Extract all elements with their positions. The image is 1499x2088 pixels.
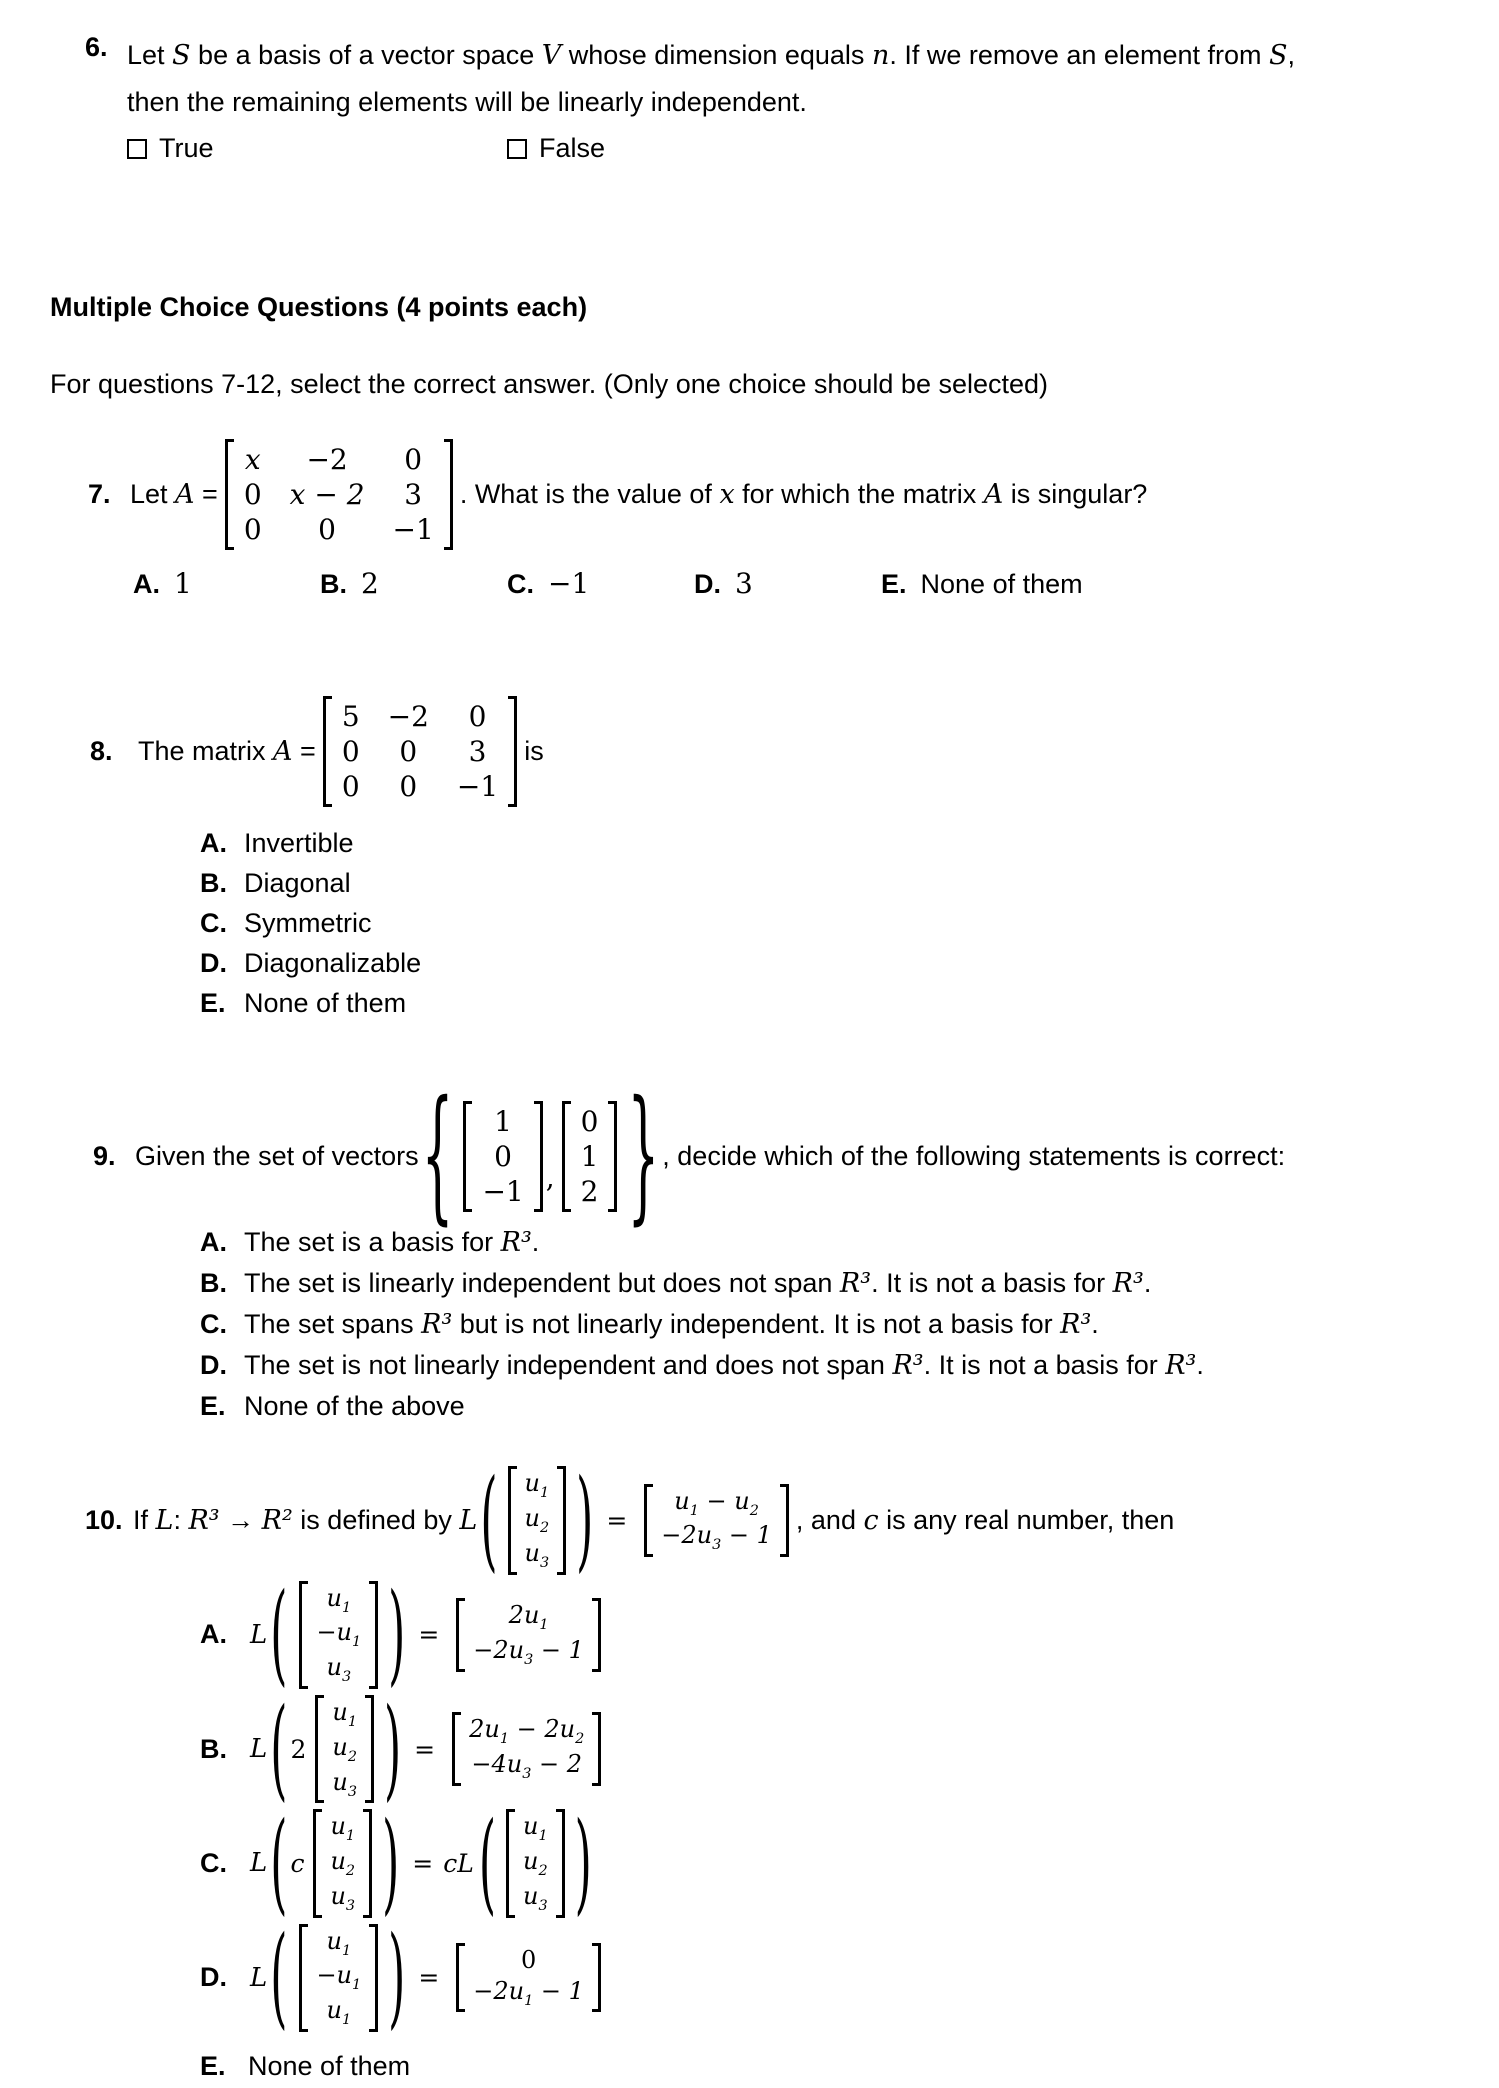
equals-sign: = — [414, 1734, 436, 1764]
q10-choice-b[interactable] — [200, 1685, 1499, 1813]
q9-choice-d[interactable] — [200, 1345, 1499, 1386]
choice-text: None of them — [920, 569, 1083, 600]
paren-right: ) — [382, 1799, 400, 1928]
choice-label: A. — [133, 569, 160, 600]
choice-text: The set is linearly independent but does not span R³. It is not a basis for R³. — [244, 1268, 1152, 1300]
paren-left: ( — [478, 1799, 496, 1928]
q7-choices — [133, 564, 1499, 604]
choice-label: C. — [200, 1309, 227, 1340]
paren-left: ( — [270, 1914, 288, 2042]
paren-right: ) — [574, 1799, 592, 1928]
q6-line2: then the remaining elements will be linearly independent. — [127, 87, 807, 117]
true-checkbox-icon[interactable] — [127, 139, 147, 159]
choice-label: D. — [200, 948, 227, 979]
choice-label: E. — [200, 1391, 226, 1422]
q8-choice-e[interactable] — [200, 983, 1499, 1023]
choice-text: The set is a basis for R³. — [244, 1227, 540, 1259]
choice-text: Symmetric — [244, 908, 372, 939]
question-10 — [85, 1456, 1499, 2088]
choice-result-vector: $2u_1 - 2u_2$ $-4u_3 - 2$ — [452, 1712, 601, 1786]
choice-arg-vector: $u_1$ $u_2$ $u_3$ — [315, 1695, 374, 1803]
q6-option-true[interactable] — [127, 125, 507, 171]
q7-matrix: x −2 0 0 x − 2 3 0 0 −1 — [225, 439, 453, 550]
q9-intro-text: Given the set of vectors — [135, 1141, 419, 1172]
set-brace-right: } — [627, 1070, 660, 1239]
false-checkbox-icon[interactable] — [507, 139, 527, 159]
q6-option-false[interactable] — [507, 125, 605, 171]
q9-choice-c[interactable] — [200, 1304, 1499, 1345]
choice-text: 2 — [361, 567, 379, 601]
q10-choice-a[interactable] — [200, 1571, 1499, 1699]
q6-truefalse-row — [127, 125, 1295, 171]
rhs-scalar-cL: cL — [443, 1848, 474, 1878]
paren-left: ( — [480, 1456, 498, 1585]
set-brace-left: { — [421, 1070, 454, 1239]
question-7 — [88, 439, 1499, 604]
map-symbol-L: L — [250, 1848, 268, 1879]
choice-label: A. — [200, 1227, 227, 1258]
question-6 — [85, 32, 1499, 171]
equals-sign: = — [418, 1963, 440, 1993]
q7-intro-text: Let A = — [130, 479, 218, 511]
q8-choices — [200, 823, 1499, 1023]
q10-arg-vector: $u_1$ $u_2$ $u_3$ — [508, 1466, 567, 1574]
paren-right: ) — [388, 1914, 406, 2042]
choice-arg-vector: $u_1$ $-u_1$ $u_3$ — [299, 1581, 378, 1689]
q9-choice-b[interactable] — [200, 1263, 1499, 1304]
choice-label: E. — [881, 569, 907, 600]
q7-choice-a[interactable] — [133, 564, 320, 604]
scalar-coefficient: 2 — [290, 1734, 307, 1764]
q7-statement — [88, 439, 1499, 550]
q8-choice-c[interactable] — [200, 903, 1499, 943]
choice-label: B. — [320, 569, 347, 600]
q10-choice-d[interactable] — [200, 1914, 1499, 2042]
choice-text: −1 — [548, 567, 590, 601]
choice-result-vector: $u_1$ $u_2$ $u_3$ — [506, 1809, 565, 1917]
paren-right: ) — [388, 1571, 406, 1699]
choice-label: A. — [200, 1619, 227, 1650]
vector-separator-comma: , — [545, 1161, 555, 1195]
map-symbol-L: L — [250, 1962, 268, 1993]
map-symbol-L: L — [250, 1619, 268, 1650]
q8-number: 8. — [90, 736, 113, 767]
q8-choice-b[interactable] — [200, 863, 1499, 903]
q9-statement — [93, 1070, 1499, 1239]
choice-label: B. — [200, 1268, 227, 1299]
choice-text: Diagonal — [244, 868, 351, 899]
choice-label: C. — [507, 569, 534, 600]
q8-choice-d[interactable] — [200, 943, 1499, 983]
paren-left: ( — [270, 1685, 288, 1813]
choice-label: E. — [200, 2051, 226, 2081]
q7-choice-e[interactable] — [881, 564, 1083, 604]
choice-label: E. — [200, 988, 226, 1019]
choice-label: B. — [200, 1733, 227, 1764]
q8-choice-a[interactable] — [200, 823, 1499, 863]
choice-label: B. — [200, 868, 227, 899]
choice-text: Invertible — [244, 828, 354, 859]
question-9 — [93, 1070, 1499, 1426]
q10-choice-e[interactable] — [200, 2044, 1499, 2088]
q7-question-text: . What is the value of x for which the matrix A is singular? — [459, 479, 1148, 511]
choice-text: The set is not linearly independent and does not span R³. It is not a basis for R³. — [244, 1350, 1204, 1382]
q9-choice-e[interactable] — [200, 1386, 1499, 1426]
q10-choice-c[interactable] — [200, 1799, 1499, 1928]
choice-text: 3 — [735, 567, 753, 601]
q8-statement — [90, 696, 1499, 807]
choice-result-vector: $2u_1$ $-2u_3 - 1$ — [456, 1598, 601, 1672]
paren-left: ( — [270, 1571, 288, 1699]
q8-matrix: 5 −2 0 0 0 3 0 0 −1 — [323, 696, 517, 807]
choice-text: None of them — [248, 2051, 411, 2081]
paren-left: ( — [270, 1799, 288, 1928]
q10-intro-text: If L: R³ → R² is defined by L — [133, 1504, 478, 1536]
choice-result-vector: 0 $-2u_1 - 1$ — [456, 1943, 601, 2012]
q10-question-text: , and c is any real number, then — [795, 1504, 1175, 1536]
choice-arg-vector: $u_1$ $-u_1$ $u_1$ — [299, 1924, 378, 2032]
q7-choice-b[interactable] — [320, 564, 507, 604]
q10-statement — [85, 1456, 1499, 1585]
choice-label: A. — [200, 828, 227, 859]
choice-label: C. — [200, 908, 227, 939]
equals-sign: = — [412, 1848, 434, 1878]
section-instruction: For questions 7-12, select the correct answer. (Only one choice should be selected) — [50, 369, 1049, 399]
q9-vector-2: 0 1 2 — [562, 1101, 618, 1212]
q7-choice-c[interactable] — [507, 564, 694, 604]
q8-question-text: is — [524, 736, 544, 767]
q8-intro-text: The matrix A = — [138, 736, 316, 768]
question-8 — [90, 696, 1499, 1023]
scalar-coefficient: c — [290, 1848, 305, 1878]
section-heading: Multiple Choice Questions (4 points each) — [50, 292, 588, 322]
q7-number: 7. — [88, 479, 111, 510]
q9-question-text: , decide which of the following statements is correct: — [662, 1141, 1286, 1172]
q7-choice-d[interactable] — [694, 564, 881, 604]
q6-body — [127, 32, 1295, 171]
choice-label: D. — [200, 1350, 227, 1381]
choice-text: None of them — [244, 988, 407, 1019]
paren-right: ) — [576, 1456, 594, 1585]
paren-right: ) — [383, 1685, 402, 1813]
q9-choice-a[interactable] — [200, 1222, 1499, 1263]
map-symbol-L: L — [250, 1734, 268, 1765]
equals-sign: = — [418, 1620, 440, 1650]
q9-vector-1: 1 0 −1 — [463, 1101, 542, 1212]
q6-line1: Let S be a basis of a vector space V whose dimension equals n. If we remove an element from S, — [127, 40, 1295, 71]
q9-choices — [200, 1222, 1499, 1426]
q6-number: 6. — [85, 32, 108, 62]
choice-label: D. — [694, 569, 721, 600]
choice-arg-vector: $u_1$ $u_2$ $u_3$ — [313, 1809, 372, 1917]
choice-text: 1 — [174, 567, 192, 601]
true-label: True — [159, 133, 214, 163]
choice-text: None of the above — [244, 1391, 465, 1422]
choice-text: The set spans R³ but is not linearly independent. It is not a basis for R³. — [244, 1309, 1099, 1341]
choice-label: D. — [200, 1962, 227, 1993]
q9-number: 9. — [93, 1141, 116, 1172]
choice-text: Diagonalizable — [244, 948, 422, 979]
false-label: False — [539, 133, 606, 163]
choice-label: C. — [200, 1847, 227, 1878]
q10-number: 10. — [85, 1504, 123, 1535]
q10-result-vector: $u_1 - u_2$ $-2u_3 - 1$ — [644, 1484, 789, 1558]
equals-sign: = — [606, 1505, 628, 1535]
